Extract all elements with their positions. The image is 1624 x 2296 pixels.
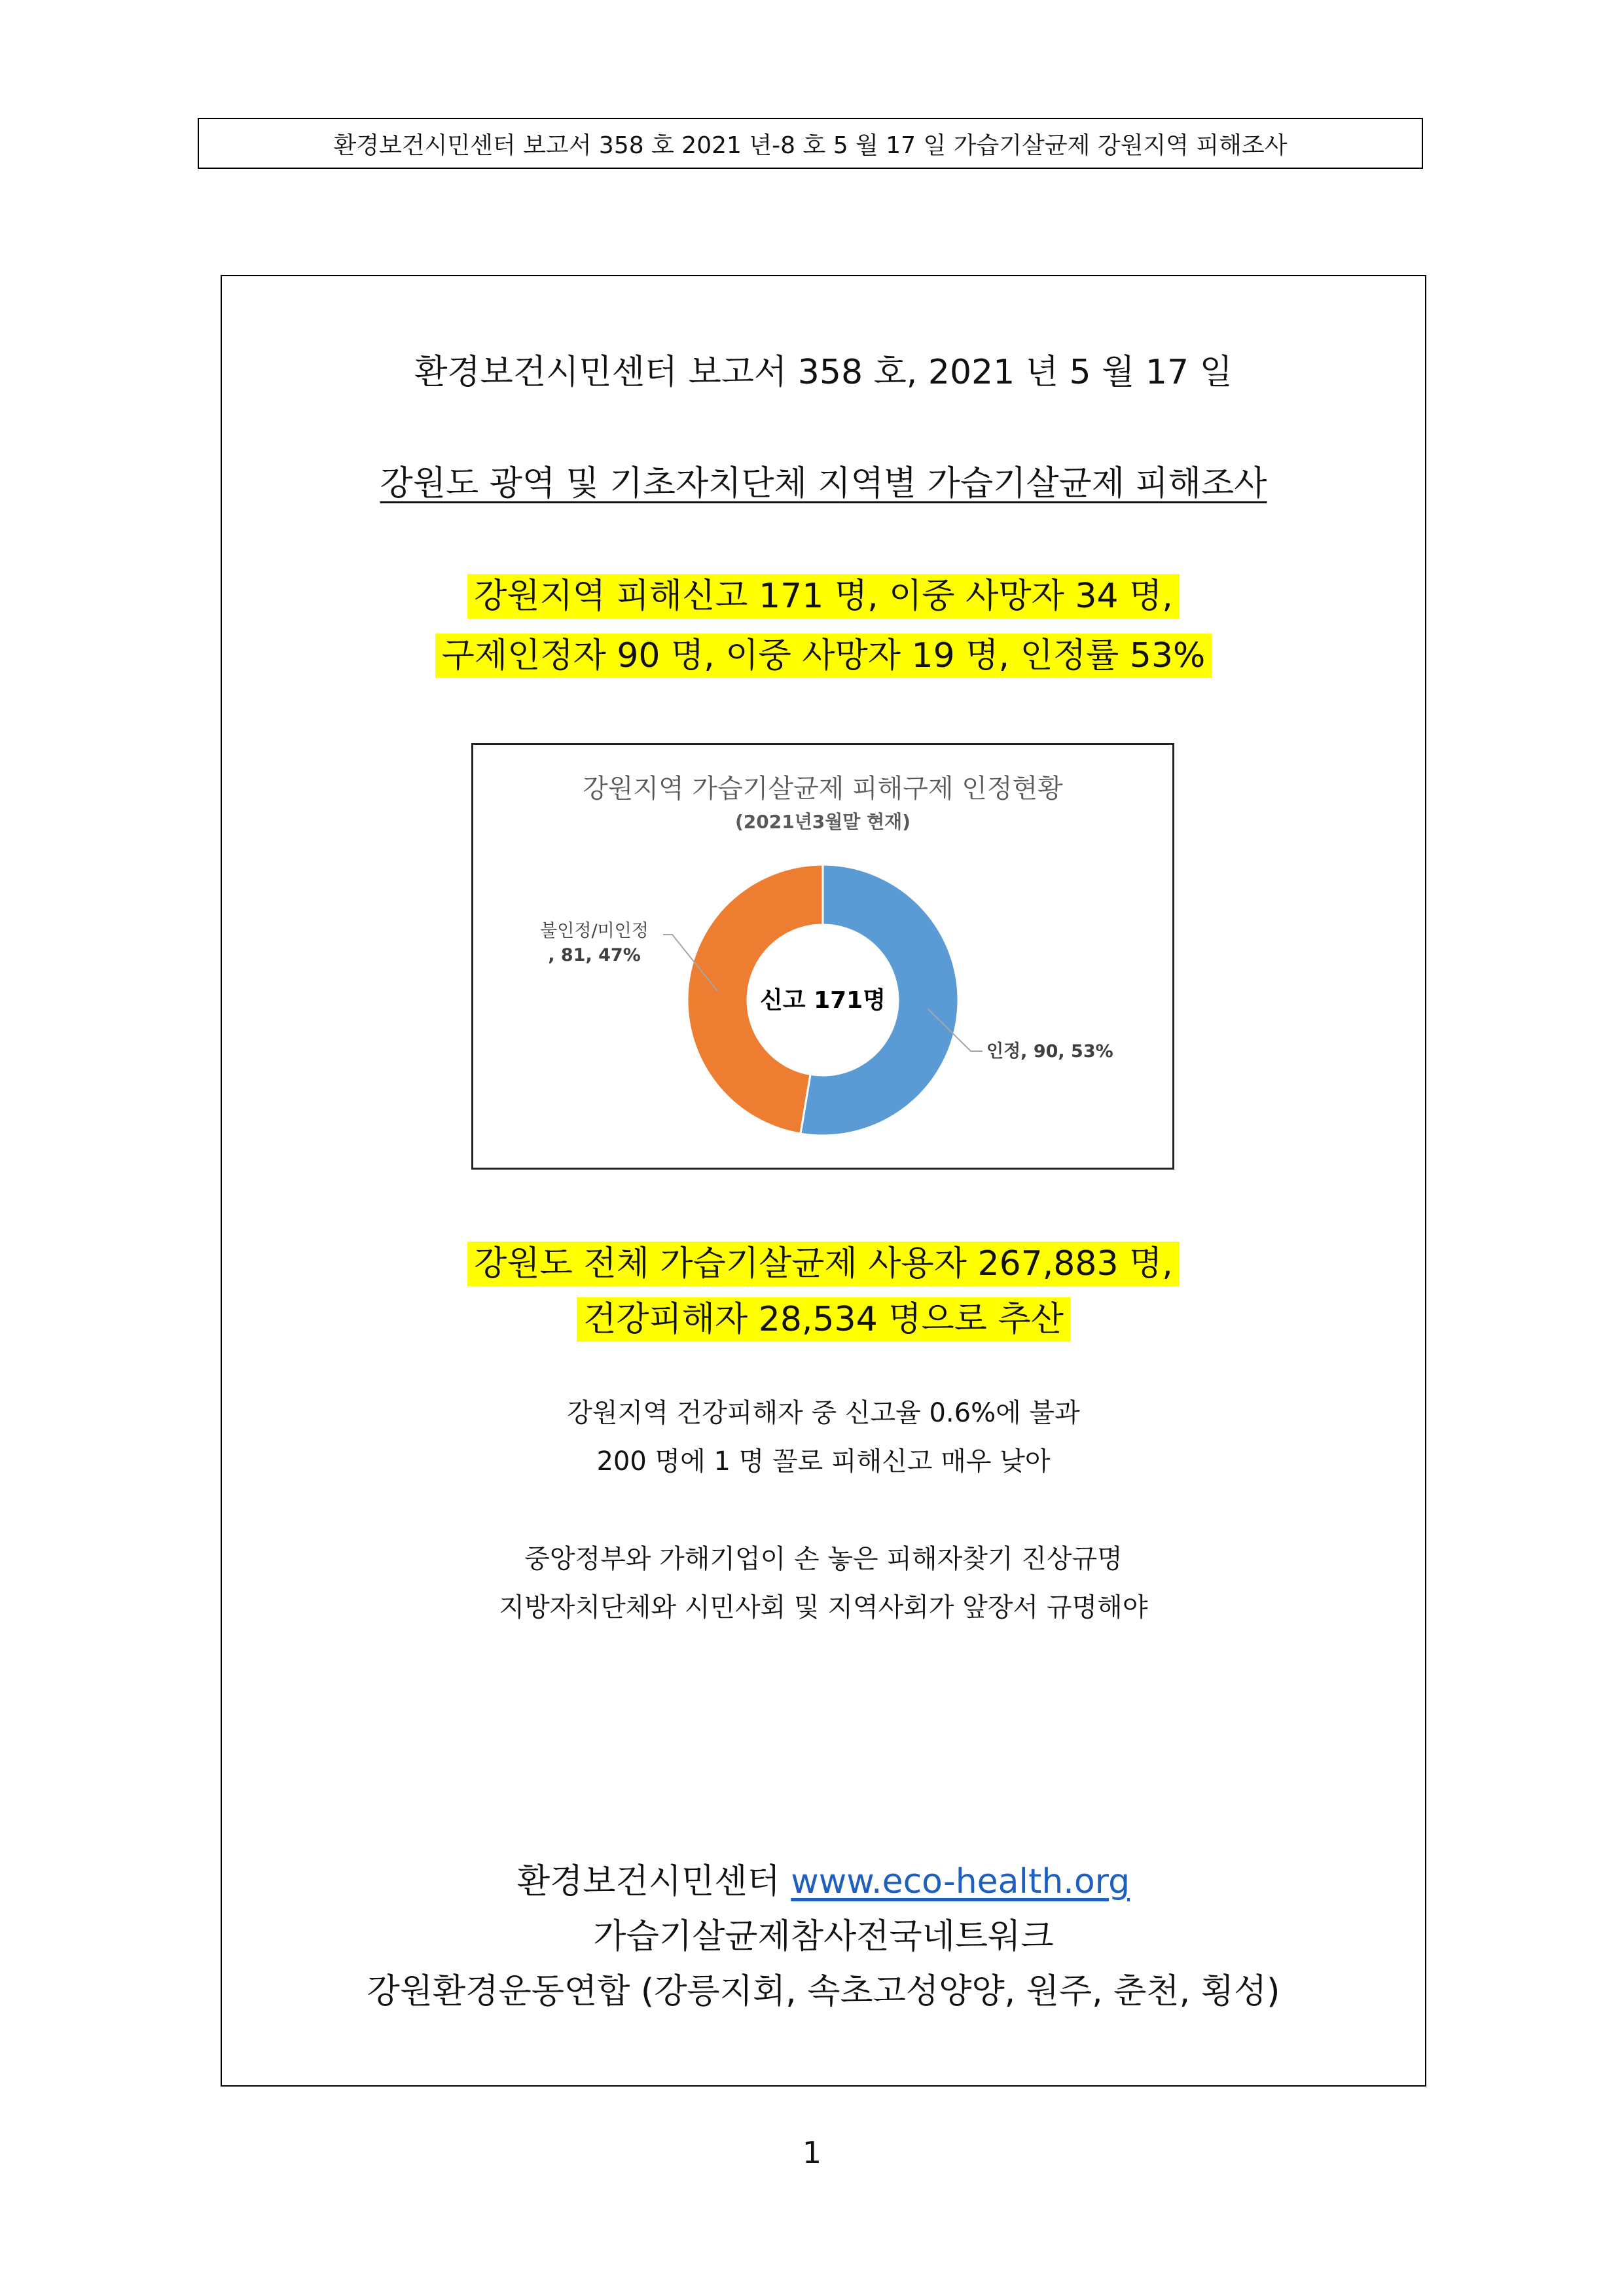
- summary-line-2: 200 명에 1 명 꼴로 피해신고 매우 낮아: [596, 1446, 1051, 1477]
- report-title: 환경보건시민센터 보고서 358 호, 2021 년 5 월 17 일: [414, 353, 1233, 392]
- cover-frame: [221, 275, 1426, 2087]
- summary-line-3: 중앙정부와 가해기업이 손 놓은 피해자찾기 진상규명: [524, 1544, 1123, 1574]
- running-header: [198, 118, 1423, 169]
- chart-center-label: 신고 171명: [759, 987, 886, 1014]
- highlight-line-3: [222, 1236, 1425, 1285]
- donut-chart: [473, 745, 1172, 1168]
- highlight-text-1: 강원지역 피해신고 171 명, 이중 사망자 34 명,: [467, 574, 1180, 619]
- footer-network: 가습기살균제참사전국네트워크: [593, 1917, 1054, 1956]
- slice-label-not-recognized: 불인정/미인정: [540, 921, 649, 941]
- footer-federation: 강원환경운동연합 (강릉지회, 속초고성양양, 원주, 춘천, 횡성): [367, 1972, 1280, 2011]
- survey-title: [222, 456, 1425, 505]
- running-header-text: 환경보건시민센터 보고서 358 호 2021 년-8 호 5 월 17 일 가습기살균제 강원지역 피해조사: [333, 132, 1288, 159]
- highlight-text-3: 강원도 전체 가습기살균제 사용자 267,883 명,: [467, 1242, 1180, 1286]
- page-number: 1: [802, 2135, 822, 2170]
- highlight-line-2: [222, 628, 1425, 677]
- summary-line-4: 지방자치단체와 시민사회 및 지역사회가 앞장서 규명해야: [499, 1592, 1148, 1623]
- highlight-line-1: [222, 568, 1425, 617]
- highlight-text-2: 구제인정자 90 명, 이중 사망자 19 명, 인정률 53%: [435, 634, 1212, 678]
- chart-title: 강원지역 가습기살균제 피해구제 인정현황: [583, 774, 1063, 804]
- highlight-line-4: [222, 1291, 1425, 1340]
- footer-org-name: 환경보건시민센터: [516, 1862, 780, 1901]
- slice-label-not-recognized-values: , 81, 47%: [548, 945, 641, 965]
- chart-subtitle: (2021년3월말 현재): [735, 811, 911, 833]
- survey-title-text: 강원도 광역 및 기초자치단체 지역별 가습기살균제 피해조사: [380, 464, 1267, 503]
- footer-org-link[interactable]: www.eco-health.org: [791, 1862, 1130, 1901]
- highlight-text-4: 건강피해자 28,534 명으로 추산: [577, 1297, 1070, 1342]
- footer-org-line: [222, 1854, 1425, 1903]
- summary-line-1: 강원지역 건강피해자 중 신고율 0.6%에 불과: [567, 1398, 1080, 1428]
- donut-chart-frame: [471, 743, 1174, 1170]
- slice-label-recognized: 인정, 90, 53%: [986, 1041, 1113, 1062]
